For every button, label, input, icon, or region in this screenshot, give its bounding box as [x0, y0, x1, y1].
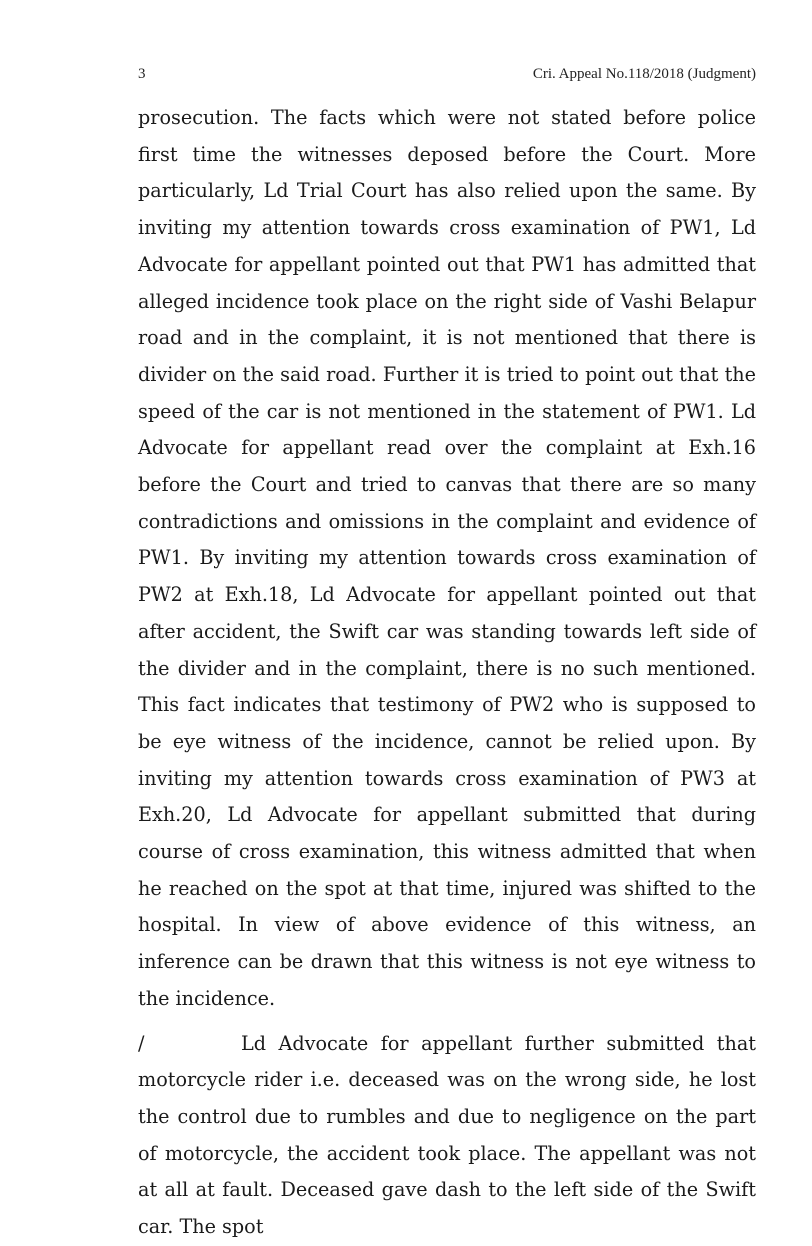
- paragraph-2: [138, 1026, 756, 1246]
- page-header: [138, 66, 756, 86]
- paragraph-marker: /: [138, 1031, 145, 1055]
- page-number: 3: [138, 66, 146, 82]
- paragraph-1: prosecution. The facts which were not stated before police first time the witnesses deposed before the Court. More particularly, Ld Trial Court has also relied upon the same. By inviting my attention towards cross examination of PW1, Ld Advocate for appellant pointed out that PW1 has admitted that alleged incidence took place on the right side of Vashi Belapur road and in the complaint, it is not mentioned that there is divider on the said road. Further it is tried to point out that the speed of the car is not mentioned in the statement of PW1. Ld Advocate for appellant read over the complaint at Exh.16 before the Court and tried to canvas that there are so many contradictions and omissions in the complaint and evidence of PW1. By inviting my attention towards cross examination of PW2 at Exh.18, Ld Advocate for appellant pointed out that after accident, the Swift car was standing towards left side of the divider and in the complaint, there is no such mentioned. This fact indicates that testimony of PW2 who is supposed to be eye witness of the incidence, cannot be relied upon. By inviting my attention towards cross examination of PW3 at Exh.20, Ld Advocate for appellant submitted that during course of cross examination, this witness admitted that when he reached on the spot at that time, injured was shifted to the hospital. In view of above evidence of this witness, an inference can be drawn that this witness is not eye witness to the incidence.: [138, 106, 756, 1010]
- judgment-body: [138, 100, 756, 1246]
- paragraph-2-text: Ld Advocate for appellant further submitted that motorcycle rider i.e. deceased was on the wrong side, he lost the control due to rumbles and due to negligence on the part of motorcycle, the accident took place. The appellant was not at all at fault. Deceased gave dash to the left side of the Swift car. The spot: [138, 1031, 756, 1239]
- case-reference: Cri. Appeal No.118/2018 (Judgment): [532, 66, 756, 82]
